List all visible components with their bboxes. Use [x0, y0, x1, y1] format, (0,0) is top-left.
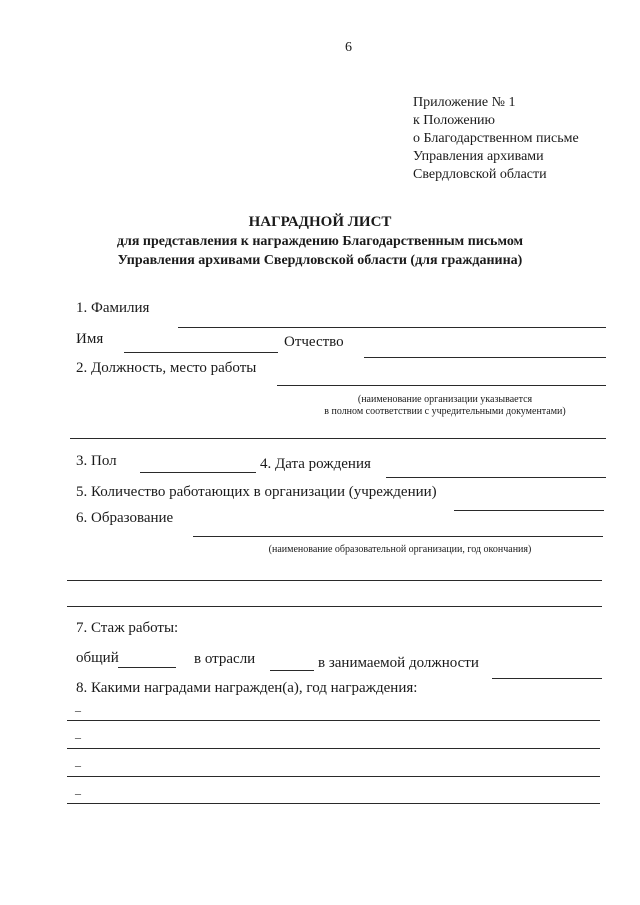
award-line-4[interactable] — [67, 803, 600, 804]
award-line-1[interactable] — [67, 720, 600, 721]
education-line[interactable] — [193, 536, 603, 537]
birth-date-label: 4. Дата рождения — [260, 456, 371, 472]
employees-line[interactable] — [454, 510, 604, 511]
sex-label: 3. Пол — [76, 453, 117, 469]
org-hint-2: в полном соответствии с учредительными документами) — [324, 406, 566, 417]
exp-industry-line[interactable] — [270, 670, 314, 671]
position-line-2[interactable] — [70, 438, 606, 439]
document-subtitle-1: для представления к награждению Благодарственным письмом — [116, 234, 524, 249]
name-label: Имя — [76, 331, 104, 347]
appendix-line-1: Приложение № 1 — [413, 95, 516, 110]
award-line-2[interactable] — [67, 748, 600, 749]
employees-label: 5. Количество работающих в организации (учреждении) — [76, 484, 437, 500]
surname-line[interactable] — [178, 327, 606, 328]
appendix-line-2: к Положению — [413, 113, 496, 128]
patronymic-label: Отчество — [284, 334, 344, 350]
education-label: 6. Образование — [76, 510, 174, 526]
award-dash-2: – — [75, 730, 81, 744]
award-dash-1: – — [75, 703, 81, 717]
exp-total-line[interactable] — [118, 667, 176, 668]
patronymic-line[interactable] — [364, 357, 606, 358]
experience-label: 7. Стаж работы: — [76, 620, 179, 636]
exp-total-label: общий — [76, 650, 119, 666]
surname-label: 1. Фамилия — [76, 300, 150, 316]
exp-industry-label: в отрасли — [194, 651, 256, 667]
position-label: 2. Должность, место работы — [76, 360, 257, 376]
award-dash-4: – — [75, 786, 81, 800]
org-hint-1: (наименование организации указывается — [357, 394, 533, 405]
appendix-line-4: Управления архивами — [413, 149, 544, 164]
award-dash-3: – — [75, 758, 81, 772]
appendix-line-3: о Благодарственном письме — [413, 131, 579, 146]
appendix-line-5: Свердловской области — [413, 167, 547, 182]
exp-position-line[interactable] — [492, 678, 602, 679]
education-hint: (наименование образовательной организации, год окончания) — [268, 544, 532, 555]
document-subtitle-2: Управления архивами Свердловской области (для гражданина) — [117, 253, 523, 268]
sex-line[interactable] — [140, 472, 256, 473]
document-title: НАГРАДНОЙ ЛИСТ — [248, 214, 392, 230]
position-line[interactable] — [277, 385, 606, 386]
education-line-3[interactable] — [67, 606, 602, 607]
exp-position-label: в занимаемой должности — [318, 655, 479, 671]
page-number: 6 — [345, 40, 352, 55]
awards-label: 8. Какими наградами награжден(а), год награждения: — [76, 680, 418, 696]
award-line-3[interactable] — [67, 776, 600, 777]
name-line[interactable] — [124, 352, 278, 353]
education-line-2[interactable] — [67, 580, 602, 581]
birth-date-line[interactable] — [386, 477, 606, 478]
